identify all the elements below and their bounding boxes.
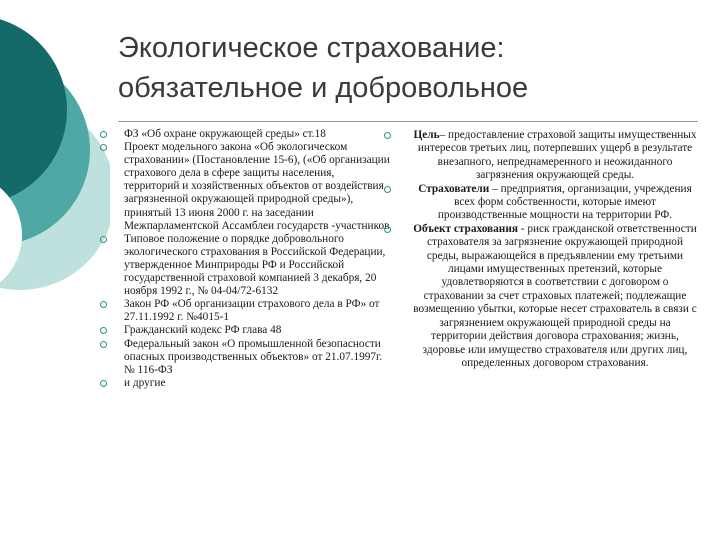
legal-basis-list [100, 128, 390, 390]
bullet-circle-icon [100, 144, 107, 151]
bullet-circle-icon [100, 236, 107, 243]
list-item [100, 298, 390, 324]
definition-text: – предприятия, организации, учреждения всех форм собственности, которые имеют производственные мощности на территории РФ. [437, 182, 692, 222]
list-item-text: ФЗ «Об охране окружающей среды» ст.18 [124, 128, 326, 140]
definition-item-insurers [382, 183, 698, 223]
definition-term: Объект страхования [413, 222, 518, 235]
bullet-circle-icon [384, 132, 391, 139]
list-item-text: и другие [124, 376, 166, 389]
list-item [100, 128, 390, 141]
list-item-text: Закон РФ «Об организации страхового дела в РФ» от 27.11.1992 г. №4015-1 [124, 298, 380, 324]
list-item-text: Федеральный закон «О промышленной безопасности опасных производственных объектов» от 21.07.1997г. № 116-ФЗ [124, 337, 383, 376]
bullet-circle-icon [100, 301, 107, 308]
list-item-text: Гражданский кодекс РФ глава 48 [124, 324, 282, 337]
definition-term: Цель [413, 129, 440, 141]
list-item [100, 141, 390, 233]
insurance-definitions-list [382, 129, 698, 370]
bullet-circle-icon [100, 131, 107, 138]
definition-text: – предоставление страховой защиты имущественных интересов третьих лиц, потерпевших ущерб в результате внезапного, непреднамеренного и неожиданного загрязнения окружающей среды. [417, 129, 697, 182]
bullet-circle-icon [100, 380, 107, 387]
slide-title-line-1: Экологическое страхование: [118, 32, 505, 64]
bullet-circle-icon [100, 327, 107, 334]
list-item-text: Типовое положение о порядке добровольного экологического страхования в Российской Федерации, утвержденное Минприроды РФ и Российской государственной страховой компанией 3 декабря, 20 ноября 1992 г., № 04-04/72-6132 [124, 232, 386, 298]
slide-title-line-2: обязательное и добровольное [118, 72, 529, 104]
list-item [100, 324, 390, 337]
list-item [100, 338, 390, 377]
list-item-text: Проект модельного закона «Об экологическом страховании» (Постановление 15-6), («Об организации страхового дела в сфере защиты населения, территорий и хозяйственных объектов от воздействия загрязненной окружающей природной среды»), принятый 13 июня 2000 г. на заседании Межпарламентской Ассамблеи государств -участников [124, 141, 390, 232]
list-item [100, 377, 390, 390]
definition-item-goal [382, 129, 698, 183]
decorative-circles [0, 0, 110, 540]
circle-decoration-graphic [0, 0, 110, 540]
title-divider [118, 121, 698, 122]
bullet-circle-icon [384, 226, 391, 233]
definition-text: - риск гражданской ответственности страхователя за загрязнение окружающей природной среды, выражающейся в предъявлении ему третьими лицами имущественных претензий, которые удовлетворяются в соответствии с договором о страховании за счет страховых платежей; подлежащие возмещению убытки, которые несет страхователь в связи с загрязнением окружающей природной среды на территории действия договора страхования; жизнь, здоровье или имущество страхователя или других лиц, определенных договором страхования. [413, 222, 697, 369]
bullet-circle-icon [384, 186, 391, 193]
slide-title [118, 28, 708, 108]
definition-item-object [382, 223, 698, 370]
definition-term: Страхователи [418, 182, 490, 195]
bullet-circle-icon [100, 341, 107, 348]
list-item [100, 233, 390, 298]
